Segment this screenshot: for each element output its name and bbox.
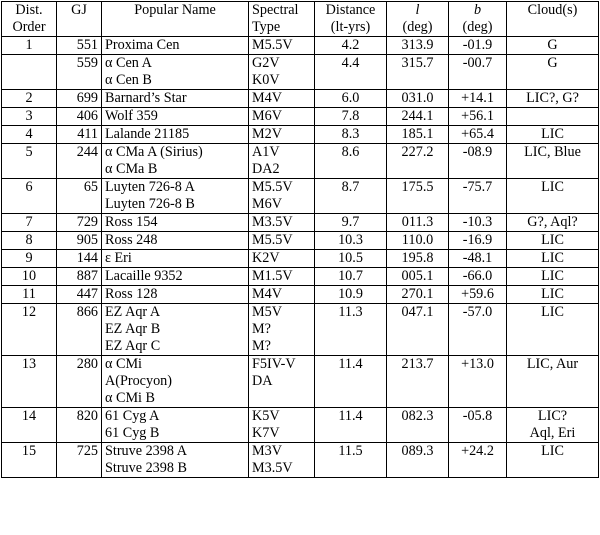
- cell-clouds: [507, 108, 599, 126]
- cell-clouds-line: LIC: [541, 268, 564, 284]
- cell-gj: 866: [57, 304, 102, 356]
- cell-popular-name-line: α Cen A: [105, 55, 152, 71]
- cell-galactic-l: 005.1: [387, 268, 449, 286]
- cell-galactic-b: +56.1: [449, 108, 507, 126]
- cell-distance: 11.3: [315, 304, 387, 356]
- cell-spectral-type: [249, 179, 315, 214]
- cell-distance: 10.3: [315, 232, 387, 250]
- cell-gj: 280: [57, 356, 102, 408]
- header-distance: [315, 2, 387, 37]
- header-spectral-line1: Spectral: [252, 2, 299, 18]
- cell-popular-name: [102, 37, 249, 55]
- cell-spectral-type-line: K5V: [252, 408, 280, 424]
- table-row: [2, 356, 599, 408]
- cell-galactic-b: +14.1: [449, 90, 507, 108]
- cell-galactic-b: -00.7: [449, 55, 507, 90]
- cell-spectral-type-line: K7V: [252, 425, 280, 441]
- cell-popular-name: [102, 232, 249, 250]
- cell-gj: 699: [57, 90, 102, 108]
- cell-distance: 6.0: [315, 90, 387, 108]
- cell-popular-name-line: EZ Aqr B: [105, 321, 161, 337]
- cell-spectral-type-line: G2V: [252, 55, 280, 71]
- cell-clouds: [507, 356, 599, 408]
- header-row: [2, 2, 599, 37]
- cell-popular-name-line: Ross 248: [105, 232, 158, 248]
- cell-spectral-type: [249, 268, 315, 286]
- cell-popular-name: [102, 304, 249, 356]
- cell-dist-order: 3: [2, 108, 57, 126]
- cell-clouds-line: G: [547, 55, 558, 71]
- cell-dist-order: 6: [2, 179, 57, 214]
- cell-dist-order: 11: [2, 286, 57, 304]
- header-b-line2: (deg): [462, 19, 493, 35]
- cell-spectral-type-line: K2V: [252, 250, 280, 266]
- cell-gj: 411: [57, 126, 102, 144]
- cell-spectral-type: [249, 304, 315, 356]
- table-row: [2, 286, 599, 304]
- cell-distance: 11.5: [315, 443, 387, 478]
- header-spectral-line2: Type: [252, 19, 281, 35]
- cell-spectral-type-line: F5IV-V: [252, 356, 296, 372]
- header-distance-line2: (lt-yrs): [330, 19, 371, 35]
- cell-distance: 10.7: [315, 268, 387, 286]
- cell-galactic-b: -08.9: [449, 144, 507, 179]
- cell-galactic-b: -01.9: [449, 37, 507, 55]
- cell-popular-name-line: Struve 2398 B: [105, 460, 187, 476]
- cell-spectral-type-line: M?: [252, 338, 271, 354]
- cell-popular-name-line: α Cen B: [105, 72, 152, 88]
- cell-dist-order: 1: [2, 37, 57, 55]
- cell-popular-name: [102, 286, 249, 304]
- header-dist-order-line1: Dist.: [15, 2, 43, 18]
- table-row: [2, 55, 599, 90]
- cell-distance: 8.3: [315, 126, 387, 144]
- cell-clouds-line: LIC?, G?: [526, 90, 579, 106]
- cell-popular-name-line: EZ Aqr C: [105, 338, 161, 354]
- table-row: [2, 37, 599, 55]
- header-b-line1: b: [473, 2, 482, 18]
- cell-clouds-line: LIC: [541, 126, 564, 142]
- cell-galactic-l: 082.3: [387, 408, 449, 443]
- cell-popular-name-line: α CMi B: [105, 390, 156, 406]
- cell-spectral-type: [249, 232, 315, 250]
- cell-distance: 10.9: [315, 286, 387, 304]
- cell-popular-name-line: Lalande 21185: [105, 126, 190, 142]
- header-galactic-l: [387, 2, 449, 37]
- cell-dist-order: 8: [2, 232, 57, 250]
- cell-dist-order: 14: [2, 408, 57, 443]
- cell-popular-name: [102, 250, 249, 268]
- cell-galactic-l: 185.1: [387, 126, 449, 144]
- table-row: [2, 232, 599, 250]
- cell-clouds: [507, 144, 599, 179]
- cell-spectral-type-line: M4V: [252, 90, 282, 106]
- cell-dist-order: 4: [2, 126, 57, 144]
- cell-spectral-type-line: M3.5V: [252, 460, 293, 476]
- cell-clouds-line: LIC: [541, 232, 564, 248]
- cell-spectral-type: [249, 90, 315, 108]
- table-header: [2, 2, 599, 37]
- cell-dist-order: 7: [2, 214, 57, 232]
- cell-gj: 65: [57, 179, 102, 214]
- cell-popular-name: [102, 90, 249, 108]
- cell-clouds-line: G: [547, 37, 558, 53]
- cell-popular-name-line: α CMa B: [105, 161, 158, 177]
- table-row: [2, 268, 599, 286]
- cell-clouds-line: LIC: [541, 286, 564, 302]
- cell-clouds: [507, 250, 599, 268]
- cell-spectral-type-line: M5.5V: [252, 179, 293, 195]
- cell-popular-name: [102, 214, 249, 232]
- cell-galactic-b: -48.1: [449, 250, 507, 268]
- table-row: [2, 214, 599, 232]
- cell-gj: 905: [57, 232, 102, 250]
- cell-distance: 11.4: [315, 356, 387, 408]
- cell-clouds-line: LIC: [541, 250, 564, 266]
- cell-popular-name-line: Struve 2398 A: [105, 443, 187, 459]
- cell-spectral-type: [249, 126, 315, 144]
- table-row: [2, 443, 599, 478]
- header-l-line1: l: [415, 2, 420, 18]
- cell-clouds-line: Aql, Eri: [529, 425, 576, 441]
- cell-galactic-l: 195.8: [387, 250, 449, 268]
- cell-popular-name: [102, 126, 249, 144]
- cell-spectral-type-line: M5.5V: [252, 232, 293, 248]
- cell-dist-order: 9: [2, 250, 57, 268]
- table-row: [2, 179, 599, 214]
- cell-popular-name-line: ε Eri: [105, 250, 132, 266]
- cell-gj: 244: [57, 144, 102, 179]
- cell-gj: 729: [57, 214, 102, 232]
- cell-spectral-type-line: M3V: [252, 443, 282, 459]
- cell-clouds: [507, 443, 599, 478]
- cell-popular-name-line: α CMa A (Sirius): [105, 144, 203, 160]
- table-row: [2, 250, 599, 268]
- cell-popular-name-line: α CMi: [105, 356, 142, 372]
- cell-spectral-type-line: M6V: [252, 196, 282, 212]
- cell-clouds-line: LIC: [541, 304, 564, 320]
- cell-galactic-b: -75.7: [449, 179, 507, 214]
- header-galactic-b: [449, 2, 507, 37]
- cell-spectral-type-line: M?: [252, 321, 271, 337]
- cell-spectral-type: [249, 250, 315, 268]
- cell-popular-name-line: Proxima Cen: [105, 37, 180, 53]
- header-spectral-type: [249, 2, 315, 37]
- cell-popular-name: [102, 443, 249, 478]
- cell-distance: 11.4: [315, 408, 387, 443]
- nearby-stars-table: [1, 1, 599, 478]
- cell-spectral-type: [249, 286, 315, 304]
- cell-gj: 725: [57, 443, 102, 478]
- table-row: [2, 126, 599, 144]
- cell-spectral-type-line: DA: [252, 373, 273, 389]
- cell-distance: 8.6: [315, 144, 387, 179]
- cell-galactic-l: 213.7: [387, 356, 449, 408]
- header-l-line2: (deg): [402, 19, 433, 35]
- cell-spectral-type-line: DA2: [252, 161, 280, 177]
- cell-clouds: [507, 37, 599, 55]
- cell-clouds: [507, 214, 599, 232]
- header-gj: GJ: [57, 2, 102, 37]
- cell-distance: 7.8: [315, 108, 387, 126]
- cell-clouds: [507, 126, 599, 144]
- cell-galactic-l: 270.1: [387, 286, 449, 304]
- cell-clouds: [507, 304, 599, 356]
- table-row: [2, 90, 599, 108]
- cell-dist-order: 12: [2, 304, 57, 356]
- cell-galactic-l: 031.0: [387, 90, 449, 108]
- cell-popular-name: [102, 356, 249, 408]
- cell-galactic-b: +24.2: [449, 443, 507, 478]
- cell-clouds-line: LIC, Blue: [524, 144, 581, 160]
- cell-dist-order: [2, 55, 57, 90]
- table-row: [2, 408, 599, 443]
- cell-spectral-type: [249, 55, 315, 90]
- cell-popular-name-line: Lacaille 9352: [105, 268, 183, 284]
- cell-popular-name-line: Wolf 359: [105, 108, 158, 124]
- header-clouds: Cloud(s): [507, 2, 599, 37]
- cell-spectral-type-line: A1V: [252, 144, 280, 160]
- cell-spectral-type-line: M3.5V: [252, 214, 293, 230]
- cell-clouds-line: G?, Aql?: [527, 214, 578, 230]
- cell-galactic-l: 110.0: [387, 232, 449, 250]
- cell-galactic-l: 244.1: [387, 108, 449, 126]
- cell-spectral-type-line: K0V: [252, 72, 280, 88]
- cell-popular-name-line: 61 Cyg A: [105, 408, 160, 424]
- cell-clouds: [507, 179, 599, 214]
- cell-gj: 551: [57, 37, 102, 55]
- cell-spectral-type: [249, 356, 315, 408]
- table-row: [2, 108, 599, 126]
- cell-dist-order: 15: [2, 443, 57, 478]
- cell-popular-name-line: Ross 128: [105, 286, 158, 302]
- header-popular-name: Popular Name: [102, 2, 249, 37]
- cell-clouds-line: LIC?: [537, 408, 568, 424]
- cell-popular-name-line: Barnard’s Star: [105, 90, 187, 106]
- cell-spectral-type: [249, 443, 315, 478]
- cell-galactic-b: -57.0: [449, 304, 507, 356]
- cell-gj: 447: [57, 286, 102, 304]
- cell-clouds: [507, 408, 599, 443]
- cell-galactic-b: -16.9: [449, 232, 507, 250]
- cell-galactic-l: 313.9: [387, 37, 449, 55]
- table-body: [2, 37, 599, 478]
- cell-spectral-type-line: M1.5V: [252, 268, 293, 284]
- cell-clouds-line: LIC, Aur: [526, 356, 579, 372]
- cell-popular-name: [102, 55, 249, 90]
- cell-distance: 4.4: [315, 55, 387, 90]
- cell-popular-name: [102, 408, 249, 443]
- cell-distance: 9.7: [315, 214, 387, 232]
- cell-spectral-type: [249, 214, 315, 232]
- cell-spectral-type: [249, 37, 315, 55]
- cell-gj: 144: [57, 250, 102, 268]
- cell-popular-name: [102, 268, 249, 286]
- header-distance-line1: Distance: [325, 2, 376, 18]
- cell-spectral-type-line: M2V: [252, 126, 282, 142]
- cell-galactic-l: 089.3: [387, 443, 449, 478]
- cell-popular-name-line: Luyten 726-8 B: [105, 196, 195, 212]
- cell-dist-order: 5: [2, 144, 57, 179]
- cell-galactic-l: 047.1: [387, 304, 449, 356]
- cell-dist-order: 10: [2, 268, 57, 286]
- cell-distance: 4.2: [315, 37, 387, 55]
- cell-clouds-line: LIC: [541, 443, 564, 459]
- cell-galactic-b: +13.0: [449, 356, 507, 408]
- cell-popular-name-line: 61 Cyg B: [105, 425, 160, 441]
- cell-distance: 8.7: [315, 179, 387, 214]
- cell-popular-name-line: A(Procyon): [105, 373, 172, 389]
- cell-popular-name-line: EZ Aqr A: [105, 304, 161, 320]
- cell-gj: 559: [57, 55, 102, 90]
- cell-spectral-type-line: M6V: [252, 108, 282, 124]
- cell-popular-name: [102, 108, 249, 126]
- cell-spectral-type-line: M5V: [252, 304, 282, 320]
- cell-galactic-b: +59.6: [449, 286, 507, 304]
- cell-clouds: [507, 268, 599, 286]
- cell-galactic-l: 227.2: [387, 144, 449, 179]
- cell-galactic-b: -66.0: [449, 268, 507, 286]
- cell-galactic-b: -10.3: [449, 214, 507, 232]
- table-row: [2, 304, 599, 356]
- cell-galactic-l: 011.3: [387, 214, 449, 232]
- cell-gj: 406: [57, 108, 102, 126]
- header-dist-order: [2, 2, 57, 37]
- cell-spectral-type: [249, 108, 315, 126]
- cell-galactic-l: 175.5: [387, 179, 449, 214]
- cell-popular-name: [102, 179, 249, 214]
- cell-dist-order: 2: [2, 90, 57, 108]
- cell-galactic-b: +65.4: [449, 126, 507, 144]
- cell-galactic-l: 315.7: [387, 55, 449, 90]
- cell-clouds: [507, 286, 599, 304]
- cell-spectral-type: [249, 144, 315, 179]
- cell-spectral-type-line: M4V: [252, 286, 282, 302]
- cell-clouds-line: LIC: [541, 179, 564, 195]
- cell-clouds: [507, 55, 599, 90]
- cell-distance: 10.5: [315, 250, 387, 268]
- header-dist-order-line2: Order: [12, 19, 46, 35]
- table-row: [2, 144, 599, 179]
- cell-spectral-type-line: M5.5V: [252, 37, 293, 53]
- cell-popular-name-line: Ross 154: [105, 214, 158, 230]
- cell-gj: 887: [57, 268, 102, 286]
- cell-popular-name-line: Luyten 726-8 A: [105, 179, 195, 195]
- cell-gj: 820: [57, 408, 102, 443]
- cell-clouds: [507, 232, 599, 250]
- cell-spectral-type: [249, 408, 315, 443]
- cell-dist-order: 13: [2, 356, 57, 408]
- cell-popular-name: [102, 144, 249, 179]
- cell-galactic-b: -05.8: [449, 408, 507, 443]
- cell-clouds: [507, 90, 599, 108]
